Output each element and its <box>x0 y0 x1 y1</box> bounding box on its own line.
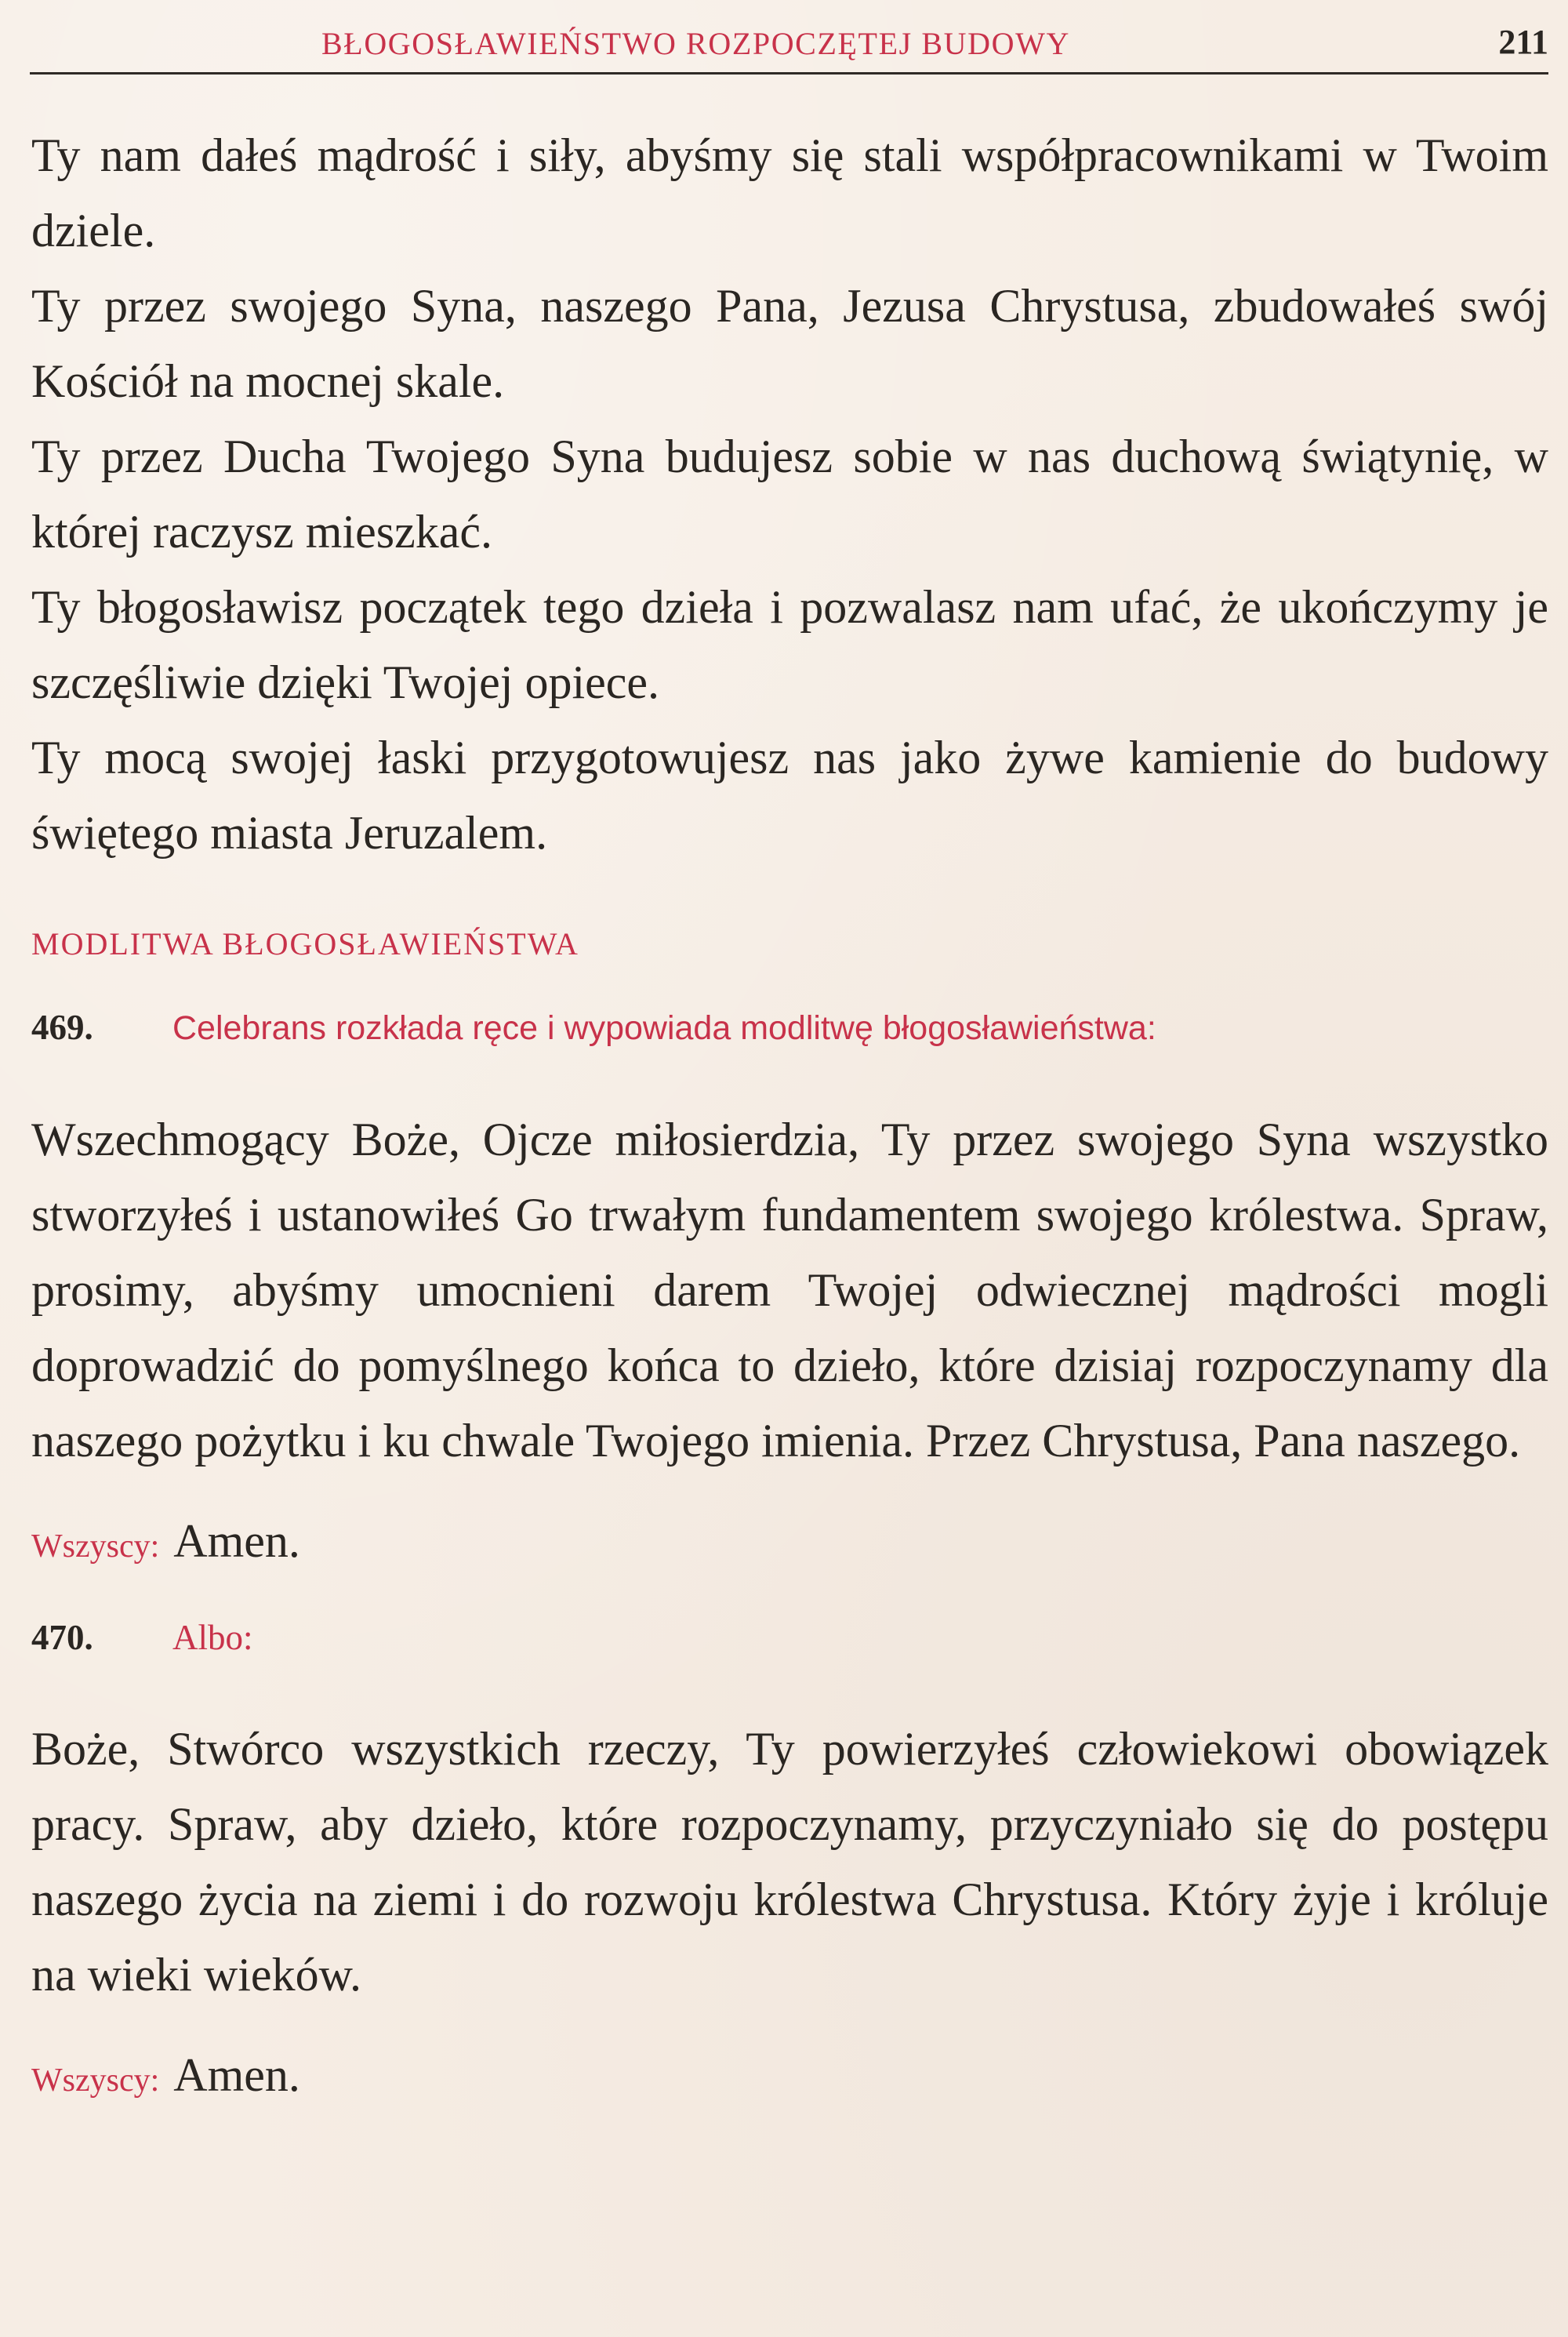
item-470-number: 470. <box>31 1618 93 1657</box>
intro-paragraph-2: Ty przez swojego Syna, naszego Pana, Jezusa Chrystusa, zbudowałeś swój Kościół na mocnej skale. <box>31 280 1548 407</box>
item-470-prayer: Boże, Stwórco wszystkich rzeczy, Ty powierzyłeś człowiekowi obowiązek pracy. Spraw, aby dzieło, które rozpoczynamy, przyczyniało się do postępu naszego życia na ziemi i do rozwoju królestwa Chrystusa. Który żyje i króluje na wieki wieków. <box>31 1723 1548 2001</box>
intro-paragraph-3: Ty przez Ducha Twojego Syna budujesz sobie w nas duchową świątynię, w której raczysz mieszkać. <box>31 431 1548 558</box>
page-content <box>31 118 1548 2112</box>
item-469-response-speaker: Wszyscy: <box>31 1528 160 1565</box>
item-469-response <box>31 1510 1548 1578</box>
running-title: BŁOGOSŁAWIEŃSTWO ROZPOCZĘTEJ BUDOWY <box>321 26 1070 61</box>
item-470-response-speaker: Wszyscy: <box>31 2063 160 2099</box>
intro-paragraph-1: Ty nam dałeś mądrość i siły, abyśmy się stali współpracownikami w Twoim dziele. <box>31 129 1548 256</box>
item-469-rubric-line <box>31 1004 1548 1052</box>
section-heading: MODLITWA BŁOGOSŁAWIEŃSTWA <box>31 926 579 961</box>
intro-section <box>31 118 1548 870</box>
item-469-response-text: Amen. <box>173 1515 300 1567</box>
item-469-rubric: Celebrans rozkłada ręce i wypowiada modlitwę błogosławieństwa: <box>172 1009 1156 1047</box>
item-470-response <box>31 2044 1548 2112</box>
item-470-rubric-line <box>31 1614 1548 1661</box>
intro-paragraph-5: Ty mocą swojej łaski przygotowujesz nas jako żywe kamienie do budowy świętego miasta Jeruzalem. <box>31 732 1548 859</box>
item-469-number: 469. <box>31 1008 93 1047</box>
header-rule <box>30 72 1548 75</box>
intro-paragraph-4: Ty błogosławisz początek tego dzieła i pozwalasz nam ufać, że ukończymy je szczęśliwie dzięki Twojej opiece. <box>31 581 1548 708</box>
item-469-prayer: Wszechmogący Boże, Ojcze miłosierdzia, Ty przez swojego Syna wszystko stworzyłeś i ustanowiłeś Go trwałym fundamentem swojego królestwa. Spraw, prosimy, abyśmy umocnieni darem Twojej odwiecznej mądrości mogli doprowadzić do pomyślnego końca to dzieło, które dzisiaj rozpoczynamy dla naszego pożytku i ku chwale Twojego imienia. Przez Chrystusa, Pana naszego. <box>31 1114 1548 1467</box>
page-number: 211 <box>1498 23 1548 61</box>
item-470-rubric: Albo: <box>172 1618 253 1657</box>
item-470-response-text: Amen. <box>173 2049 300 2101</box>
page-header <box>31 17 1548 69</box>
